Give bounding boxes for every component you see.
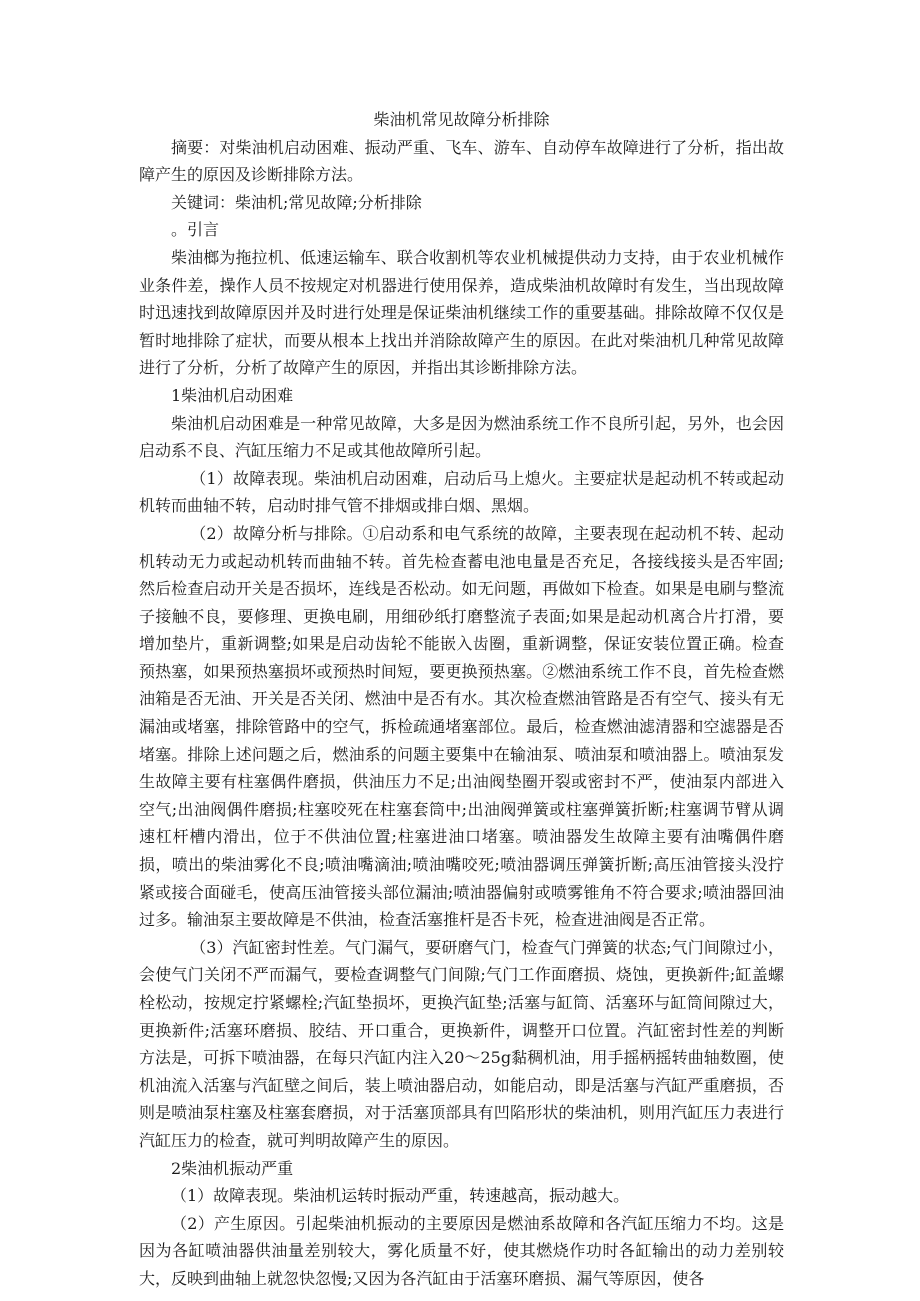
section-1-intro: 柴油机启动困难是一种常见故障，大多是因为燃油系统工作不良所引起，另外，也会因启动系不良、汽缸压缩力不足或其他故障所引起。	[139, 413, 784, 461]
section-2-heading: 2柴油机振动严重	[171, 1158, 294, 1178]
intro-paragraph: 柴油榔为拖拉机、低速运输车、联合收割机等农业机械提供动力支持，由于农业机械作业条件差，操作人员不按规定对机器进行使用保养，造成柴油机故障时有发生，当出现故障时迅速找到故障原因并及时进行处理是保证柴油机继续工作的重要基础。排除故障不仅仅是暂时地排除了症状，而要从根本上找出并消除故障产生的原因。在此对柴油机几种常见故障进行了分析，分析了故障产生的原因，并指出其诊断排除方法。	[139, 247, 784, 378]
abstract-paragraph: 摘要：对柴油机启动困难、振动严重、飞车、游车、自动停车故障进行了分析，指出故障产生的原因及诊断排除方法。	[139, 137, 784, 185]
intro-heading: 。引言	[171, 220, 220, 240]
document-page	[139, 106, 784, 1293]
section-1-symptom: （1）故障表现。柴油机启动困难，启动后马上熄火。主要症状是起动机不转或起动机转而曲轴不转，启动时排气管不排烟或排白烟、黑烟。	[139, 468, 784, 516]
section-2-symptom: （1）故障表现。柴油机运转时振动严重，转速越高，振动越大。	[171, 1186, 630, 1206]
section-1-heading: 1柴油机启动困难	[171, 385, 294, 405]
section-1-analysis: （2）故障分析与排除。①启动系和电气系统的故障，主要表现在起动机不转、起动机转动无力或起动机转而曲轴不转。首先检查蓄电池电量是否充足，各接线接头是否牢固;然后检查启动开关是否损坏，连线是否松动。如无问题，再做如下检查。如果是电刷与整流子接触不良，要修理、更换电刷，用细砂纸打磨整流子表面;如果是起动机离合片打滑，要增加垫片，重新调整;如果是启动齿轮不能嵌入齿圈，重新调整，保证安装位置正确。检查预热塞，如果预热塞损坏或预热时间短，要更换预热塞。②燃油系统工作不良，首先检查燃油箱是否无油、开关是否关闭、燃油中是否有水。其次检查燃油管路是否有空气、接头有无漏油或堵塞，排除管路中的空气，拆检疏通堵塞部位。最后，检查燃油滤清器和空滤器是否堵塞。排除上述问题之后，燃油系的问题主要集中在输油泵、喷油泵和喷油器上。喷油泵发生故障主要有柱塞偶件磨损，供油压力不足;出油阀垫圈开裂或密封不严，使油泵内部进入空气;出油阀偶件磨损;柱塞咬死在柱塞套筒中;出油阀弹簧或柱塞弹簧折断;柱塞调节臂从调速杠杆槽内滑出，位于不供油位置;柱塞进油口堵塞。喷油器发生故障主要有油嘴偶件磨损，喷出的柴油雾化不良;喷油嘴滴油;喷油嘴咬死;喷油器调压弹簧折断;高压油管接头没拧紧或接合面碰毛，使高压油管接头部位漏油;喷油器偏射或喷雾锥角不符合要求;喷油器回油过多。输油泵主要故障是不供油，检查活塞推杆是否卡死，检查进油阀是否正常。	[139, 523, 784, 930]
page-title: 柴油机常见故障分析排除	[373, 110, 550, 129]
section-1-cylinder-seal: （3）汽缸密封性差。气门漏气，要研磨气门，检查气门弹簧的状态;气门间隙过小，会使气门关闭不严而漏气，要检查调整气门间隙;气门工作面磨损、烧蚀，更换新件;缸盖螺栓松动，按规定拧紧螺栓;汽缸垫损坏，更换汽缸垫;活塞与缸筒、活塞环与缸筒间隙过大，更换新件;活塞环磨损、胶结、开口重合，更换新件，调整开口位置。汽缸密封性差的判断方法是，可拆下喷油器，在每只汽缸内注入20～25g黏稠机油，用手摇柄摇转曲轴数圈，使机油流入活塞与汽缸壁之间后，装上喷油器启动，如能启动，即是活塞与汽缸严重磨损，否则是喷油泵柱塞及柱塞套磨损，对于活塞顶部具有凹陷形状的柴油机，则用汽缸压力表进行汽缸压力的检查，就可判明故障产生的原因。	[139, 937, 784, 1150]
section-2-cause: （2）产生原因。引起柴油机振动的主要原因是燃油系故障和各汽缸压缩力不均。这是因为各缸喷油器供油量差别较大，雾化质量不好，使其燃烧作功时各缸输出的动力差别较大，反映到曲轴上就忽快忽慢;又因为各汽缸由于活塞环磨损、漏气等原因，使各	[139, 1213, 784, 1288]
keywords-paragraph: 关键词：柴油机;常见故障;分析排除	[171, 192, 422, 212]
